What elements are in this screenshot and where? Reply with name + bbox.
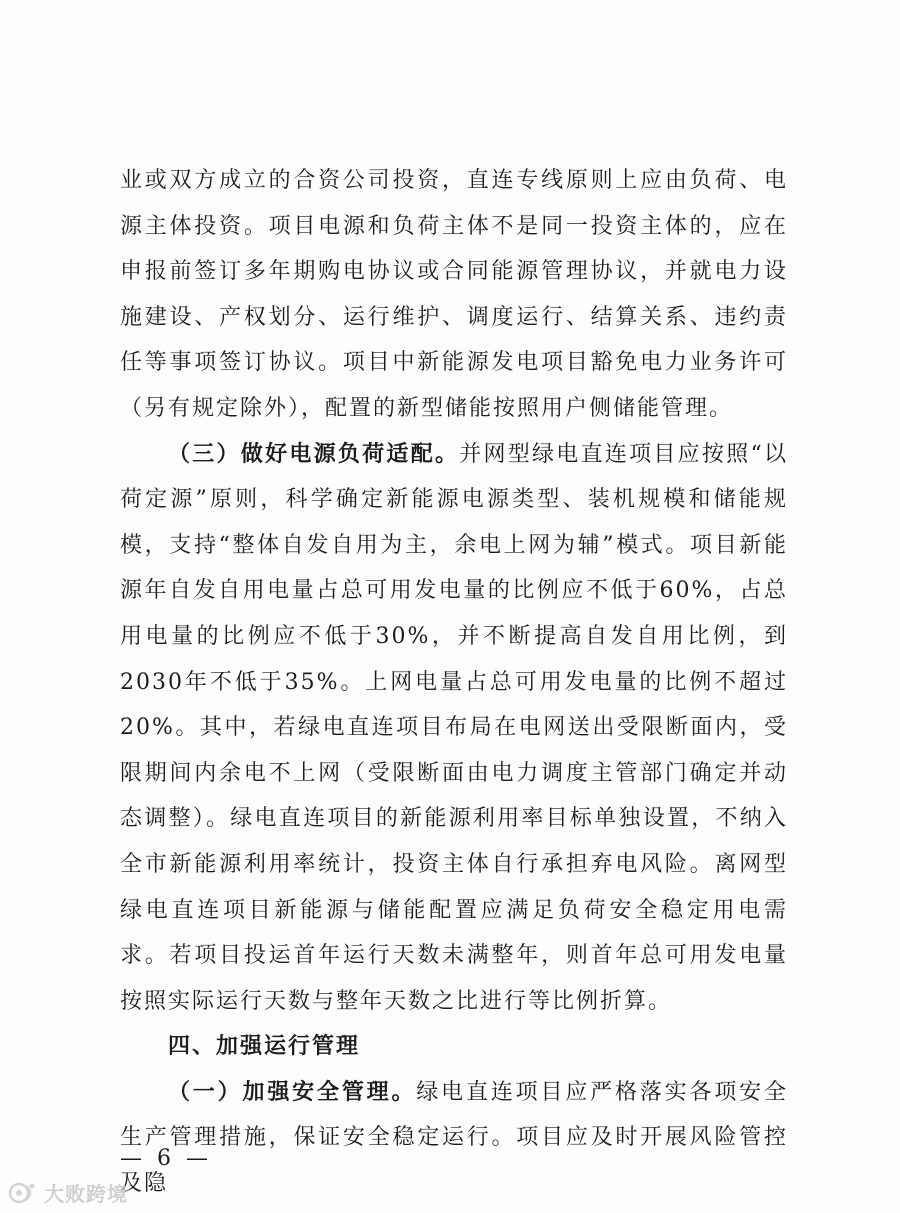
paragraph-2-text: 并网型绿电直连项目应按照“以荷定源”原则，科学确定新能源电源类型、装机规模和储能规模，支持“整体自发自用为主，余电上网为辅”模式。项目新能源年自发自用电量占总可用发电量的比例应不低于60%，占总用电量的比例应不低于30%，并不断提高自发自用比例，到2030年不低于35%。上网电量占总可用发电量的比例不超过20%。其中，若绿电直连项目布局在电网送出受限断面内，受限期间内余电不上网（受限断面由电力调度主管部门确定并动态调整）。绿电直连项目的新能源利用率目标单独设置，不纳入全市新能源利用率统计，投资主体自行承担弃电风险。离网型绿电直连项目新能源与储能配置应满足负荷安全稳定用电需求。若项目投运首年运行天数未满整年，则首年总可用发电量按照实际运行天数与整年天数之比进行等比例折算。 (120, 441, 788, 1014)
subheading-power-load-matching: （三）做好电源负荷适配。 (168, 440, 460, 467)
watermark (8, 1178, 128, 1207)
paragraph-3-text: 绿电直连项目应严格落实各项安全生产管理措施，保证安全稳定运行。项目应及时开展风险管控及隐 (120, 1079, 788, 1197)
paragraph-1: 业或双方成立的合资公司投资，直连专线原则上应由负荷、电源主体投资。项目电源和负荷主体不是同一投资主体的，应在申报前签订多年期购电协议或合同能源管理协议，并就电力设施建设、产权划分、运行维护、调度运行、结算关系、违约责任等事项签订协议。项目中新能源发电项目豁免电力业务许可（另有规定除外），配置的新型储能按照用户侧储能管理。 (120, 168, 788, 421)
paragraph-2 (120, 432, 788, 1025)
subheading-safety-management: （一）加强安全管理。 (168, 1078, 417, 1105)
page-number: — 6 — (120, 1146, 212, 1171)
watermark-logo-icon (8, 1180, 38, 1206)
paragraph-3 (120, 1070, 788, 1207)
watermark-text: 大败跨境 (44, 1182, 128, 1206)
section-heading: 四、加强运行管理 (168, 1034, 361, 1060)
document-body (120, 158, 788, 1207)
